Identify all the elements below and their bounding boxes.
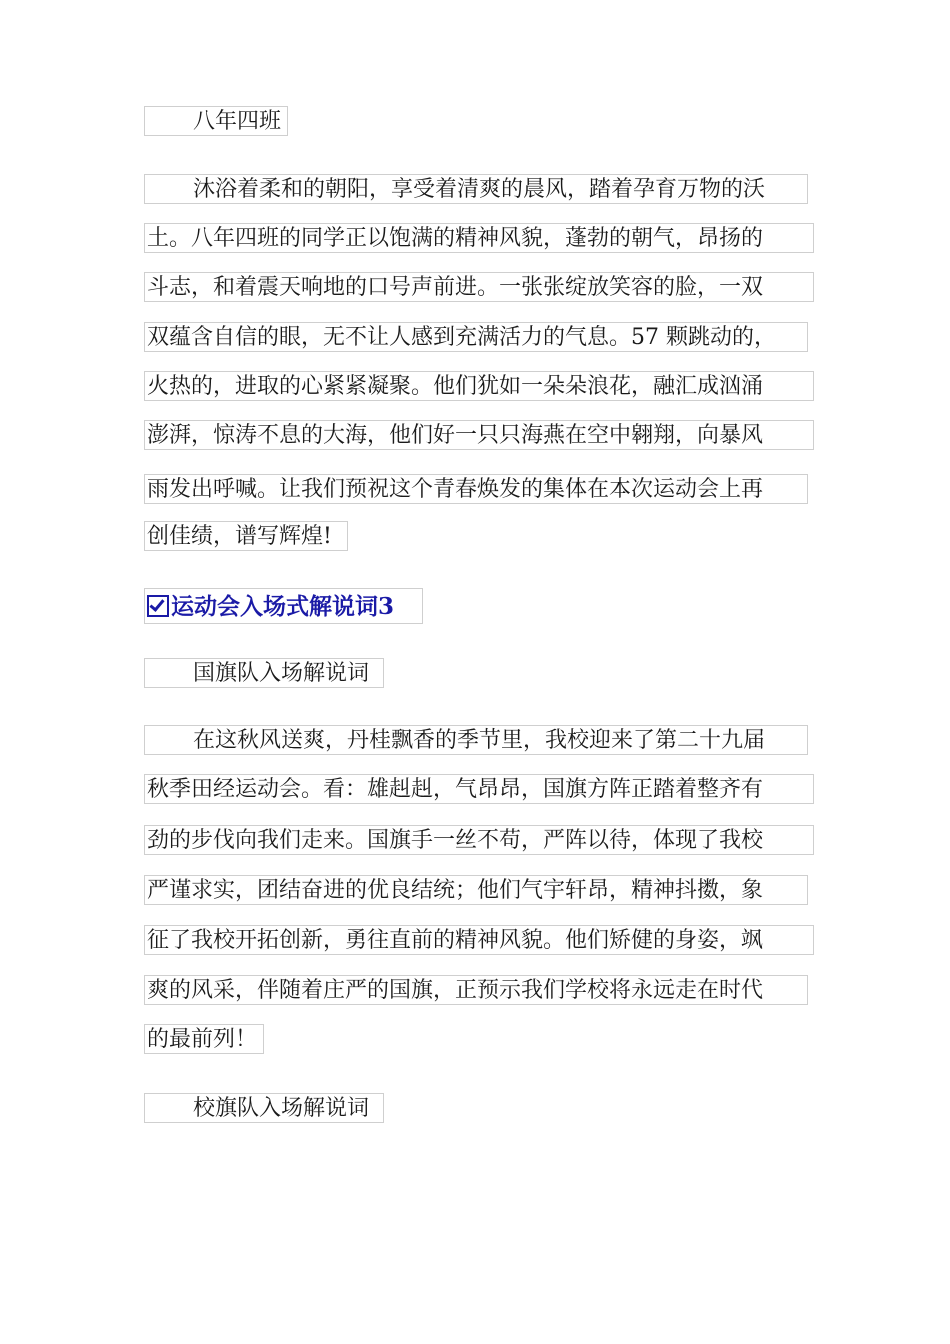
section-heading-text: 运动会入场式解说词3	[171, 593, 395, 620]
paragraph-line: 雨发出呼喊。让我们预祝这个青春焕发的集体在本次运动会上再	[144, 474, 808, 504]
checkbox-icon	[147, 595, 169, 617]
paragraph-line: 双蕴含自信的眼，无不让人感到充满活力的气息。57 颗跳动的，	[144, 322, 808, 352]
paragraph-line: 爽的风采，伴随着庄严的国旗，正预示我们学校将永远走在时代	[144, 975, 808, 1005]
section-title-school-flag-team: 校旗队入场解说词	[144, 1093, 384, 1123]
paragraph-line: 土。八年四班的同学正以饱满的精神风貌，蓬勃的朝气，昂扬的	[144, 223, 814, 253]
paragraph-line: 在这秋风送爽，丹桂飘香的季节里，我校迎来了第二十九届	[144, 725, 808, 755]
paragraph-line: 严谨求实，团结奋进的优良结统；他们气宇轩昂，精神抖擞，象	[144, 875, 808, 905]
section-title-flag-team: 国旗队入场解说词	[144, 658, 384, 688]
paragraph-line: 秋季田经运动会。看：雄赳赳，气昂昂，国旗方阵正踏着整齐有	[144, 774, 814, 804]
paragraph-line: 的最前列！	[144, 1024, 264, 1054]
paragraph-line: 创佳绩，谱写辉煌!	[144, 521, 348, 551]
paragraph-line: 斗志，和着震天响地的口号声前进。一张张绽放笑容的脸，一双	[144, 272, 814, 302]
paragraph-line: 澎湃，惊涛不息的大海，他们好一只只海燕在空中翱翔，向暴风	[144, 420, 814, 450]
paragraph-line: 沐浴着柔和的朝阳，享受着清爽的晨风，踏着孕育万物的沃	[144, 174, 808, 204]
paragraph-line: 劲的步伐向我们走来。国旗手一丝不苟，严阵以待，体现了我校	[144, 825, 814, 855]
paragraph-line: 火热的，进取的心紧紧凝聚。他们犹如一朵朵浪花，融汇成汹涌	[144, 371, 814, 401]
paragraph-line: 征了我校开拓创新，勇往直前的精神风貌。他们矫健的身姿，飒	[144, 925, 814, 955]
section-heading	[144, 588, 423, 624]
section-title-class: 八年四班	[144, 106, 288, 136]
